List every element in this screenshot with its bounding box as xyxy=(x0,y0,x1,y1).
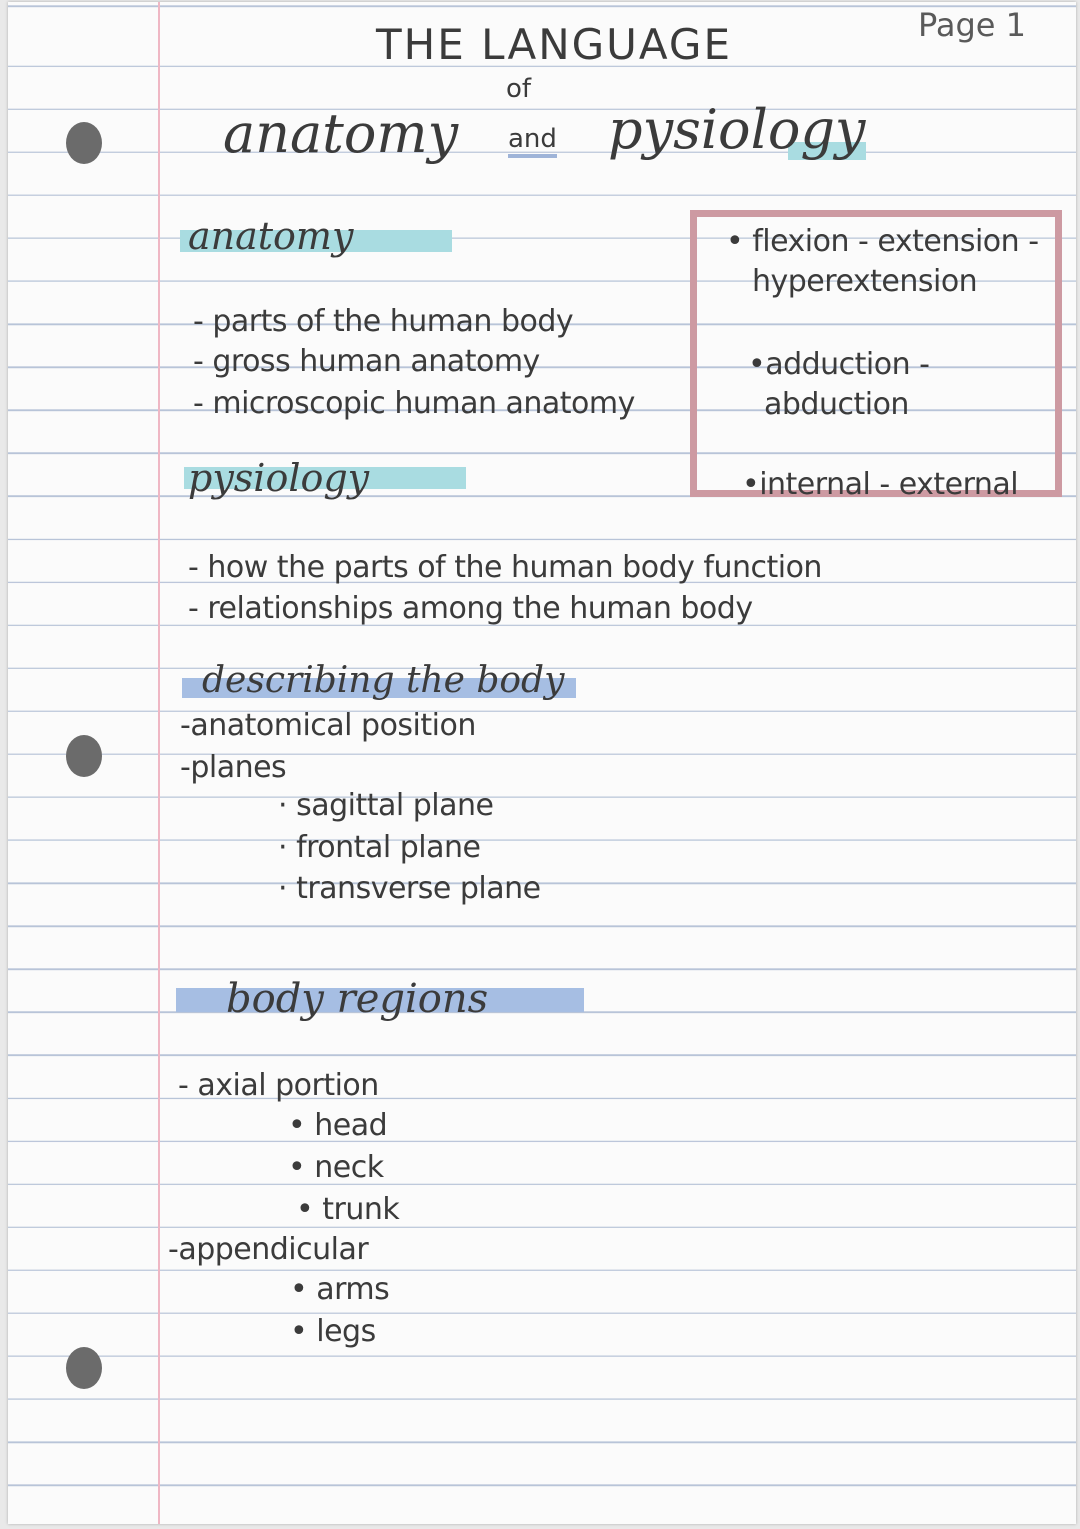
list-item: -appendicular xyxy=(168,1232,369,1267)
box-line: •adduction - xyxy=(748,347,930,382)
box-line: • flexion - extension - xyxy=(726,224,1039,259)
sub-list-item: • legs xyxy=(290,1314,376,1349)
list-item: -planes xyxy=(180,750,287,785)
punch-hole xyxy=(66,122,102,164)
page-title: THE LANGUAGE xyxy=(376,20,733,69)
title-and: and xyxy=(508,124,557,158)
page-number: Page 1 xyxy=(918,6,1026,44)
list-item: - how the parts of the human body function xyxy=(188,550,822,585)
sub-list-item: • trunk xyxy=(296,1192,400,1227)
sub-list-item: · sagittal plane xyxy=(278,788,494,823)
sub-list-item: · frontal plane xyxy=(278,830,481,865)
box-line: •internal - external xyxy=(742,467,1019,502)
list-item: - axial portion xyxy=(178,1068,379,1103)
sub-list-item: · transverse plane xyxy=(278,871,541,906)
section-heading-anatomy: anatomy xyxy=(188,214,354,258)
title-of: of xyxy=(506,74,532,104)
box-line: hyperextension xyxy=(752,264,978,299)
sub-list-item: • neck xyxy=(288,1150,384,1185)
list-item: - relationships among the human body xyxy=(188,591,753,626)
notebook-page xyxy=(8,2,1076,1524)
list-item: -anatomical position xyxy=(180,708,476,743)
section-heading-body-regions: body regions xyxy=(226,976,489,1022)
section-heading-pysiology: pysiology xyxy=(188,456,370,500)
sub-list-item: • arms xyxy=(290,1272,390,1307)
punch-hole xyxy=(66,1347,102,1389)
list-item: - microscopic human anatomy xyxy=(193,386,635,421)
list-item: - parts of the human body xyxy=(193,304,574,339)
title-pysiology: pysiology xyxy=(608,98,866,161)
sub-list-item: • head xyxy=(288,1108,388,1143)
margin-line xyxy=(158,2,160,1524)
title-anatomy: anatomy xyxy=(223,102,459,165)
list-item: - gross human anatomy xyxy=(193,344,540,379)
section-heading-describing: describing the body xyxy=(202,660,565,701)
punch-hole xyxy=(66,735,102,777)
box-line: abduction xyxy=(764,387,909,422)
